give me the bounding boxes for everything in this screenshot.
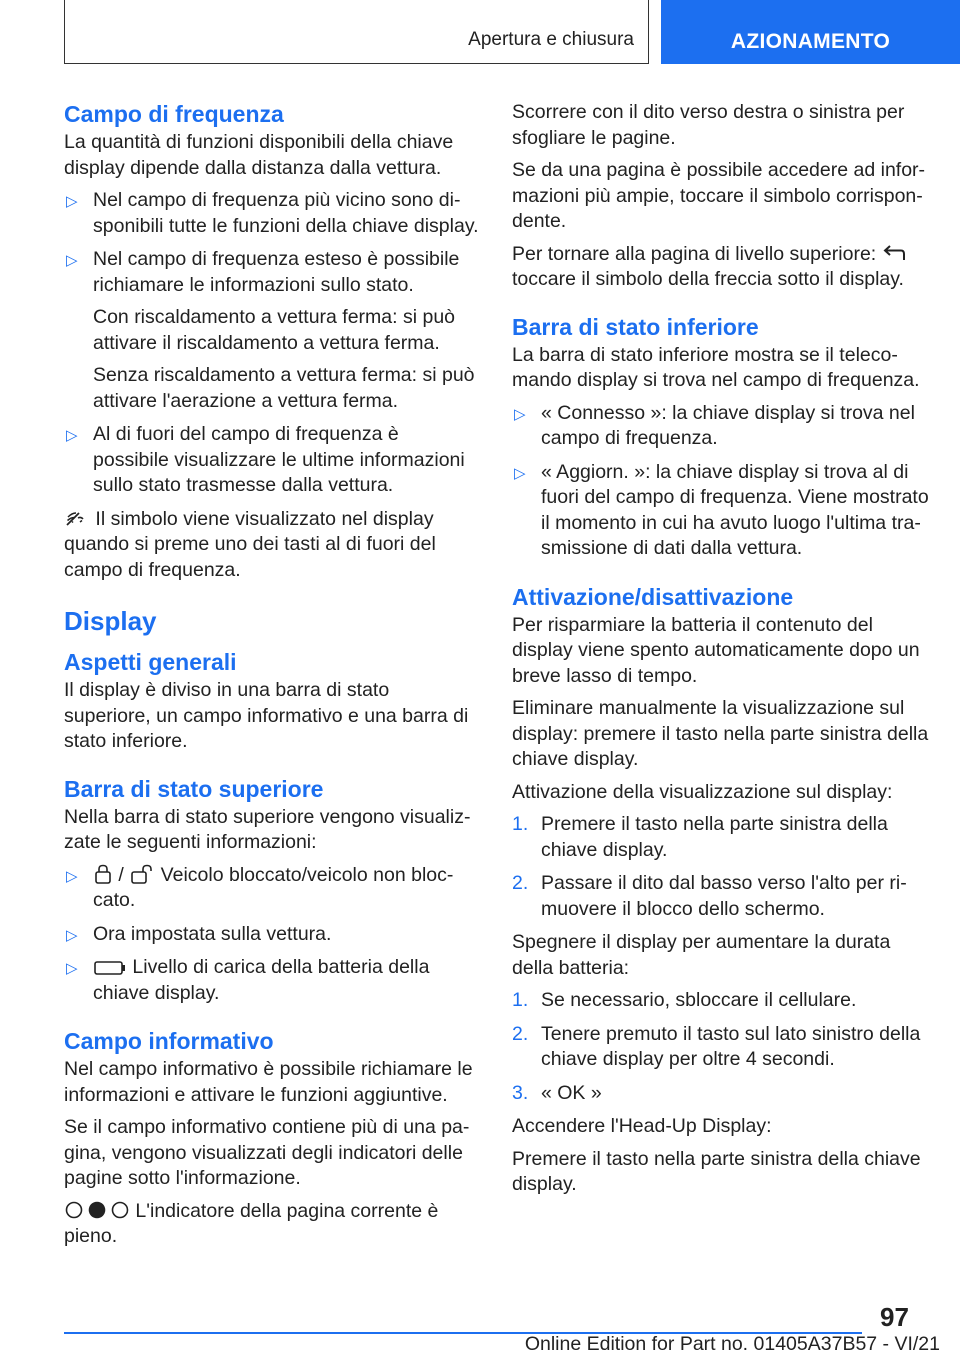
bullet-icon: ▷ [66,960,78,977]
paragraph-activation-1: Per risparmiare la batteria il contenuto del display viene spento automaticamente dopo un breve lasso di tempo. [512,613,920,687]
bullet-icon: ▷ [514,464,526,482]
page-number: 97 [880,1302,909,1332]
bullet-icon: ▷ [514,405,526,423]
paragraph-symbol: Il simbolo viene visualizzato nel display quando si preme uno dei tasti al di fuori del campo di frequenza. [64,507,436,581]
lock-icon [93,864,113,884]
list-item: 1. Premere il tasto nella parte sinistra della chiave display. [512,813,888,861]
paragraph-back: Per tornare alla pagina di livello superiore: toccare il simbolo della freccia sotto il display. [512,242,930,293]
bullet-icon: ▷ [66,252,78,269]
paragraph-range: La quantità di funzioni disponibili della chiave display dipende dalla distanza dalla vettura. [64,131,454,179]
paragraph-general: Il display è diviso in una barra di stato superiore, un campo informativo e una barra di stato inferiore. [64,679,469,752]
back-arrow-icon [882,243,908,263]
list-item: 3. « OK » [512,1081,930,1107]
step-number: 2. [512,1022,529,1045]
paragraph-info-2: Se il campo informativo contiene più di una pagina, vengono visualizzati degli indicatori delle pagine sotto l'informazione. [64,1116,470,1189]
upper-bar-list [64,863,479,1007]
unlock-icon [129,864,155,884]
battery-icon [93,960,127,976]
list-item: ▷ Nel campo di frequenza più vicino sono disponibili tutte le funzioni della chiave display. [66,189,479,237]
list-item: ▷ Al di fuori del campo di frequenza è possibile visualizzare le ultime informazioni sullo stato trasmesse dalla vettura. [66,423,465,496]
list-item: ▷ Livello di carica della batteria della chiave display. [66,956,430,1004]
list-item: ▷ Nel campo di frequenza esteso è possibile richiamare le informazioni sullo stato. Con riscaldamento a vettura ferma: si può attivare il riscaldamento a vettura ferma. Senza riscaldamento a vettura ferma: si può attivare l'aerazione a vettura ferma. [66,248,475,412]
paragraph-upper-bar: Nella barra di stato superiore vengono visualizzate le seguenti informazioni: [64,805,471,853]
header-chapter-tab [661,0,960,64]
switch-off-steps [512,988,930,1106]
heading-range: Campo di frequenza [64,101,284,127]
page-indicator-icon [64,1200,130,1220]
paragraph-info-1: Nel campo informativo è possibile richiamare le informazioni e attivare le funzioni aggiuntive. [64,1058,473,1106]
list-item: 1. Se necessario, sbloccare il cellulare. [512,988,930,1014]
paragraph-hud-1: Accendere l'Head-Up Display: [512,1115,772,1137]
step-number: 1. [512,813,529,835]
heading-general: Aspetti generali [64,649,237,675]
activation-steps [512,812,930,922]
step-number: 1. [512,989,529,1011]
bullet-icon: ▷ [66,926,78,944]
paragraph-dots: L'indicatore della pagina corrente è pieno. [64,1199,439,1247]
list-item: 2. Tenere premuto il tasto sul lato sinistro della chiave display per oltre 4 secondi. [512,1022,921,1070]
footer-edition: Online Edition for Part no. 01405A37B57 - VI/21 [524,1333,940,1355]
paragraph-activation-2: Eliminare manualmente la visualizzazione sul display: premere il tasto nella parte sinistra della chiave display. [512,697,929,770]
range-list [64,188,479,499]
heading-lower-bar: Barra di stato inferiore [512,313,759,340]
list-item: ▷ « Connesso »: la chiave display si trova nel campo di frequenza. [514,401,915,449]
bullet-icon: ▷ [66,427,78,444]
header-section-box [64,0,649,64]
paragraph-activation-4: Spegnere il display per aumentare la durata della batteria: [512,931,891,979]
paragraph-lower-bar: La barra di stato inferiore mostra se il telecomando display si trova nel campo di frequenza. [512,343,920,391]
heading-display: Display [64,606,157,636]
heading-info-field: Campo informativo [64,1028,274,1054]
list-item: ▷ Ora impostata sulla vettura. [64,922,479,948]
paragraph-activation-3: Attivazione della visualizzazione sul display: [512,780,893,803]
bullet-icon: ▷ [66,867,78,885]
no-signal-icon [64,510,90,528]
paragraph-scroll: Scorrere con il dito verso destra o sinistra per sfogliare le pagine. [512,101,905,149]
lower-bar-list [512,401,930,562]
header-chapter-title: AZIONAMENTO [730,30,891,53]
heading-upper-bar: Barra di stato superiore [64,775,324,802]
bullet-icon: ▷ [66,193,78,210]
heading-activation: Attivazione/disattivazione [512,583,794,610]
right-column [512,100,930,1205]
list-item: ▷ « Aggiorn. »: la chiave display si trova al di fuori del campo di frequenza. Viene mostrato il momento in cui ha avuto luogo l'ultima trasmissione di dati dalla vettura. [514,460,929,559]
paragraph-hud-2: Premere il tasto nella parte sinistra della chiave display. [512,1147,921,1195]
list-item: 2. Passare il dito dal basso verso l'alto per rimuovere il blocco dello schermo. [512,872,907,920]
list-item: ▷ / Veicolo bloccato/veicolo non bloccato. [66,863,454,911]
step-number: 3. [512,1081,529,1104]
header-section-title: Apertura e chiusura [468,29,634,50]
paragraph-more-info: Se da una pagina è possibile accedere ad informazioni più ampie, toccare il simbolo corrispondente. [512,159,926,232]
step-number: 2. [512,872,529,894]
left-column [64,100,479,1257]
